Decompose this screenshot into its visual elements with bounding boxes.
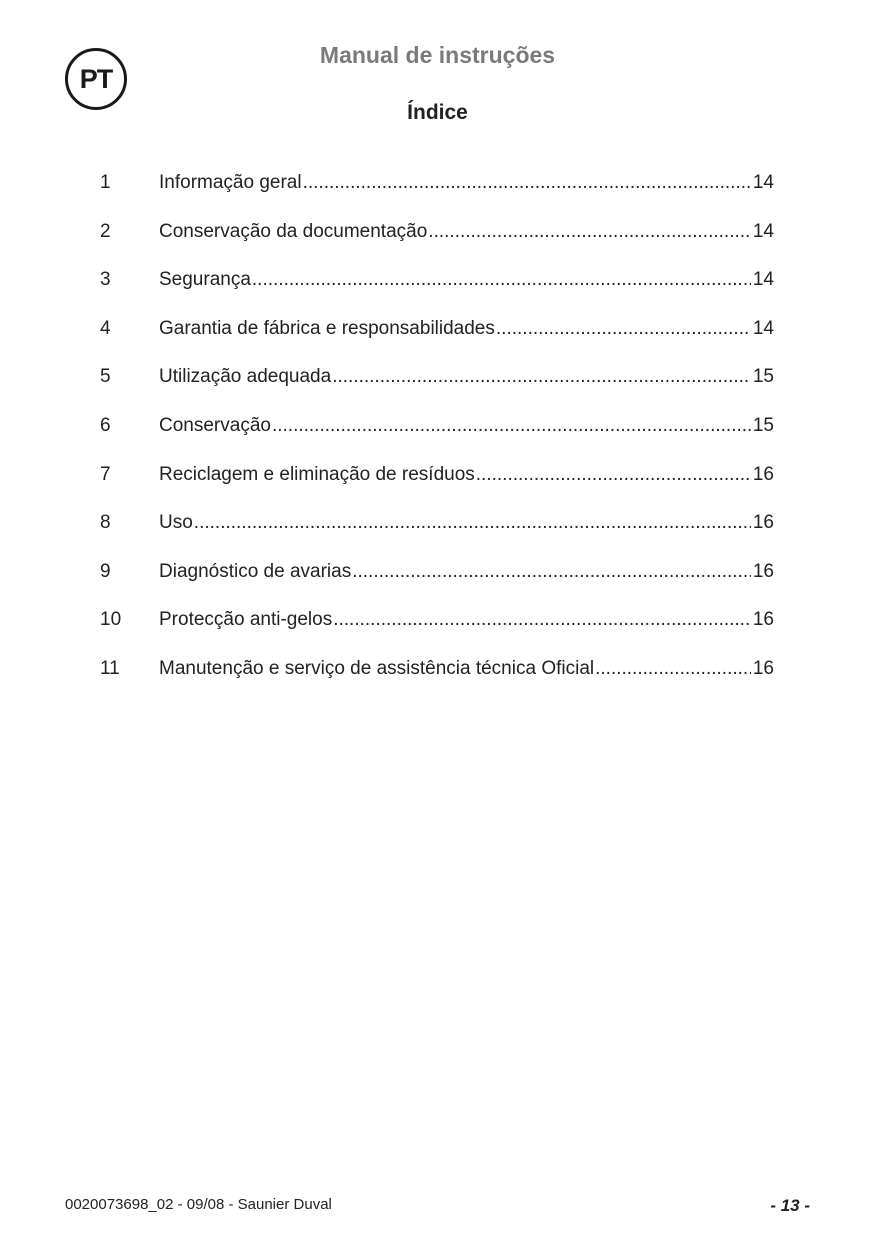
toc-entry-title[interactable]: Segurança — [159, 269, 251, 291]
dot-leader — [352, 561, 751, 583]
toc-entry-page: 16 — [752, 609, 774, 631]
toc-entry[interactable] — [100, 658, 774, 707]
toc-entry[interactable] — [100, 221, 774, 270]
language-badge: PT — [65, 48, 127, 110]
document-title: Manual de instruções — [319, 42, 556, 68]
toc-entry[interactable] — [100, 415, 774, 464]
toc-entry-number: 1 — [100, 172, 111, 193]
toc-entry-title[interactable]: Manutenção e serviço de assistência técnica Oficial — [159, 657, 595, 679]
toc-entry-page: 14 — [752, 172, 774, 193]
toc-entry[interactable] — [100, 318, 774, 367]
toc-entry-number: 11 — [100, 657, 120, 679]
toc-entry[interactable] — [100, 366, 774, 415]
dot-leader — [303, 172, 751, 194]
dot-leader — [476, 464, 751, 486]
toc-entry-number: 10 — [100, 609, 122, 631]
toc-entry-title[interactable]: Utilização adequada — [159, 366, 332, 388]
dot-leader — [333, 609, 751, 631]
table-of-contents — [100, 172, 774, 707]
toc-entry-number: 4 — [100, 317, 111, 339]
toc-entry-title[interactable]: Protecção anti-gelos — [159, 609, 333, 631]
toc-entry-title[interactable]: Garantia de fábrica e responsabilidades — [159, 317, 495, 339]
toc-entry-page: 16 — [752, 512, 774, 534]
toc-entry-page: 16 — [752, 657, 774, 679]
dot-leader — [595, 658, 751, 680]
toc-entry-number: 6 — [100, 414, 111, 436]
dot-leader — [194, 512, 751, 534]
toc-entry-title[interactable]: Conservação da documentação — [159, 220, 428, 242]
toc-entry-title[interactable]: Diagnóstico de avarias — [159, 560, 352, 582]
toc-entry-number: 5 — [100, 366, 111, 388]
dot-leader — [332, 366, 751, 388]
toc-entry[interactable] — [100, 561, 774, 610]
toc-entry-number: 7 — [100, 463, 111, 485]
toc-entry[interactable] — [100, 269, 774, 318]
toc-entry-page: 16 — [752, 463, 774, 485]
toc-entry-number: 2 — [100, 220, 111, 242]
toc-heading: Índice — [407, 101, 468, 124]
toc-entry-title[interactable]: Conservação — [159, 414, 271, 436]
toc-entry-page: 16 — [752, 560, 774, 582]
toc-entry[interactable] — [100, 609, 774, 658]
toc-entry[interactable] — [100, 464, 774, 513]
toc-entry-page: 14 — [752, 220, 774, 242]
footer-document-reference: 0020073698_02 - 09/08 - Saunier Duval — [65, 1196, 332, 1213]
dot-leader — [252, 269, 751, 291]
toc-entry[interactable] — [100, 172, 774, 221]
toc-entry-title[interactable]: Reciclagem e eliminação de resíduos — [159, 463, 475, 485]
toc-entry-number: 8 — [100, 512, 111, 534]
dot-leader — [272, 415, 751, 437]
footer-page-number: - 13 - — [770, 1196, 810, 1215]
toc-entry-number: 3 — [100, 269, 111, 291]
dot-leader — [428, 221, 751, 243]
toc-entry[interactable] — [100, 512, 774, 561]
toc-entry-title[interactable]: Uso — [159, 512, 193, 534]
toc-entry-number: 9 — [100, 560, 111, 582]
toc-entry-page: 15 — [752, 366, 774, 388]
toc-entry-page: 15 — [752, 414, 774, 436]
toc-entry-title[interactable]: Informação geral — [159, 172, 302, 193]
toc-entry-page: 14 — [752, 269, 774, 291]
toc-entry-page: 14 — [752, 317, 774, 339]
dot-leader — [496, 318, 751, 340]
